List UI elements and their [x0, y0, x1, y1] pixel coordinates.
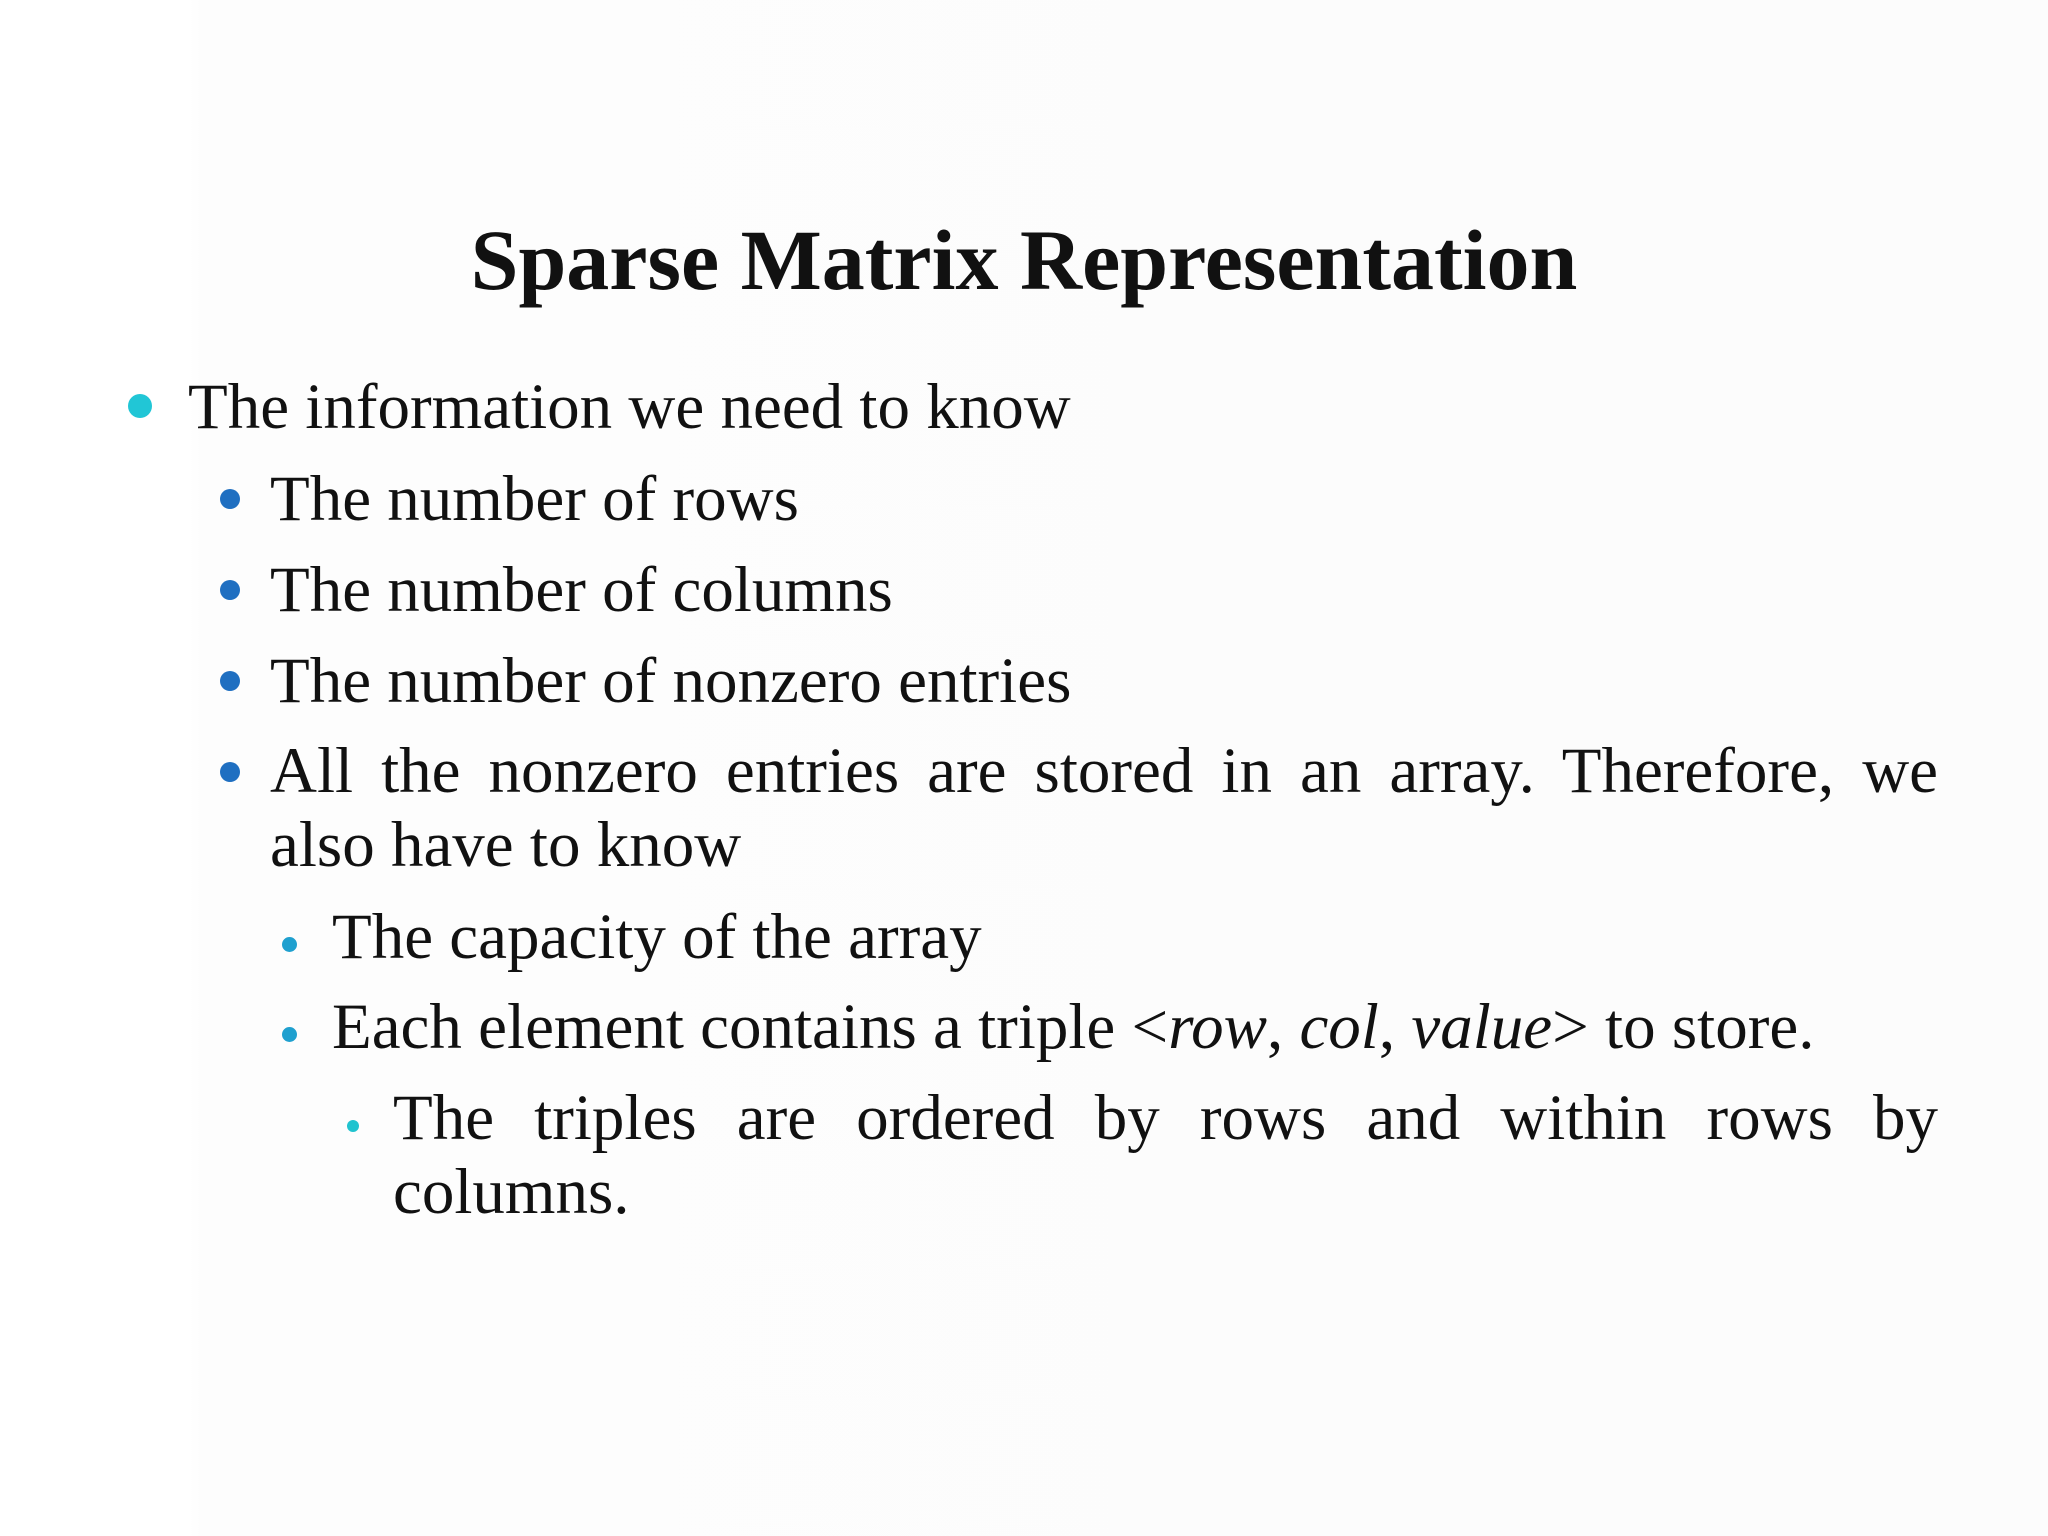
triple-col: col: [1299, 991, 1379, 1063]
bullet-item-capacity: The capacity of the array: [332, 901, 982, 973]
slide-title: Sparse Matrix Representation: [470, 212, 1578, 308]
bullet-level3-icon: [282, 1027, 297, 1042]
triple-text-before: Each element contains a triple <: [332, 991, 1169, 1063]
bullet-item-nonzero: The number of nonzero entries: [270, 645, 1072, 717]
bullet-item-rows: The number of rows: [270, 463, 799, 535]
triple-sep1: ,: [1266, 991, 1300, 1063]
triple-row: row: [1168, 991, 1267, 1063]
bullet-level1-icon: [128, 394, 152, 418]
bullet-level2-icon: [220, 762, 240, 782]
bullet-item-ordering: The triples are ordered by rows and within rows by columns.: [393, 1082, 1938, 1228]
bullet-item-array: All the nonzero entries are stored in an array. Therefore, we also have to know: [270, 735, 1938, 881]
bullet-level3-icon: [282, 937, 297, 952]
bullet-level2-icon: [220, 580, 240, 600]
triple-text-after: > to store.: [1552, 991, 1815, 1063]
triple-value: value: [1411, 991, 1553, 1063]
bullet-item-information: The information we need to know: [188, 371, 1071, 443]
bullet-level2-icon: [220, 489, 240, 509]
bullet-item-triple: [332, 990, 1932, 1064]
bullet-level2-icon: [220, 671, 240, 691]
bullet-level4-icon: [347, 1120, 359, 1132]
triple-sep2: ,: [1378, 991, 1412, 1063]
bullet-item-columns: The number of columns: [270, 554, 893, 626]
